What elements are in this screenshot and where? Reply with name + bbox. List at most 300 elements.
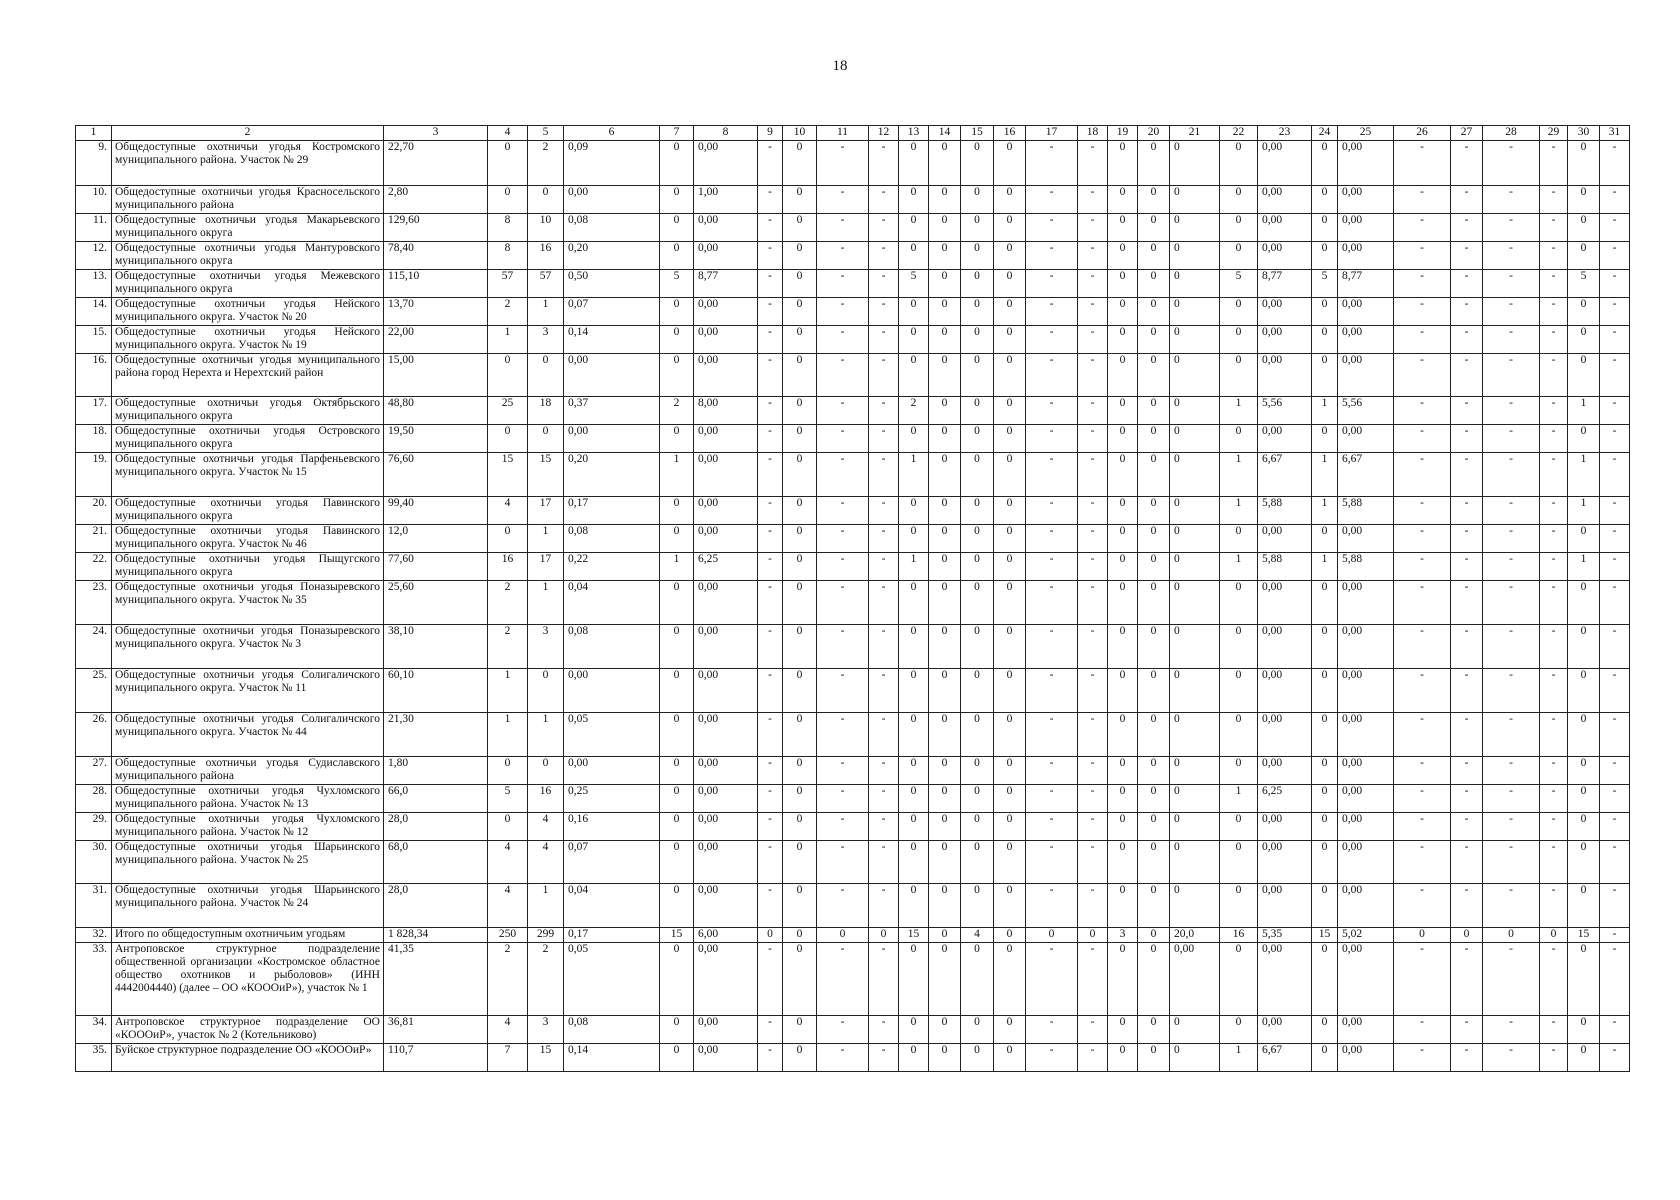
table-cell: 15 [899, 928, 929, 943]
table-cell: 0 [1312, 1044, 1338, 1072]
table-cell: - [1451, 242, 1483, 270]
table-cell: - [1394, 525, 1451, 553]
table-cell: - [1078, 757, 1108, 785]
table-cell: 0,00 [1258, 298, 1312, 326]
table-cell: 2 [660, 397, 694, 425]
table-cell: 5,56 [1258, 397, 1312, 425]
table-cell: 0,20 [564, 453, 660, 497]
table-cell: 0 [783, 757, 817, 785]
table-cell: 0 [961, 757, 994, 785]
table-cell: 0 [528, 669, 564, 713]
table-cell: - [1483, 186, 1540, 214]
table-cell: 0 [1138, 354, 1170, 397]
table-cell: 2 [899, 397, 929, 425]
table-cell: - [1483, 1016, 1540, 1044]
table-cell: - [817, 397, 869, 425]
table-cell: 1 [528, 884, 564, 928]
table-cell: 57 [528, 270, 564, 298]
table-cell: 0 [1170, 669, 1220, 713]
table-cell: - [869, 669, 899, 713]
row-index: 24. [76, 625, 112, 669]
table-cell: 8,77 [1338, 270, 1394, 298]
table-cell: 0,05 [564, 943, 660, 1016]
table-cell: 0 [961, 841, 994, 884]
table-cell: 0 [1170, 813, 1220, 841]
table-cell: 0 [783, 581, 817, 625]
table-cell: 0 [994, 214, 1026, 242]
table-cell: 0,00 [1338, 813, 1394, 841]
table-cell: - [1600, 757, 1630, 785]
table-cell: 0,00 [1258, 841, 1312, 884]
table-cell: 0 [660, 669, 694, 713]
table-cell: 0 [961, 713, 994, 757]
table-cell: - [817, 141, 869, 186]
table-cell: 0,00 [694, 841, 758, 884]
area-value: 129,60 [384, 214, 488, 242]
table-cell: - [1026, 553, 1078, 581]
table-cell: 0 [899, 214, 929, 242]
table-cell: 0 [929, 397, 961, 425]
table-cell: 6,25 [1258, 785, 1312, 813]
area-value: 78,40 [384, 242, 488, 270]
table-cell: 0 [929, 525, 961, 553]
table-cell: - [758, 214, 783, 242]
table-cell: 1 [660, 453, 694, 497]
table-row [76, 425, 1630, 453]
table-cell: 0 [1138, 928, 1170, 943]
hunting-ground-name: Общедоступные охотничьи угодья Павинского муниципального округа. Участок № 46 [112, 525, 384, 553]
table-cell: 0 [1568, 186, 1600, 214]
table-cell: - [758, 425, 783, 453]
table-cell: - [1026, 884, 1078, 928]
table-cell: 0 [758, 928, 783, 943]
table-cell: 0,00 [1258, 525, 1312, 553]
table-cell: - [1483, 453, 1540, 497]
table-row [76, 497, 1630, 525]
table-cell: - [1078, 298, 1108, 326]
table-cell: - [1483, 943, 1540, 1016]
table-cell: 0 [1312, 525, 1338, 553]
column-number-header: 6 [564, 126, 660, 141]
column-number-header: 10 [783, 126, 817, 141]
table-cell: 0 [1138, 884, 1170, 928]
table-cell: 10 [528, 214, 564, 242]
table-cell: 0 [929, 928, 961, 943]
table-cell: - [817, 625, 869, 669]
table-cell: 1 [1568, 453, 1600, 497]
table-cell: - [758, 497, 783, 525]
table-cell: 0 [1170, 625, 1220, 669]
table-cell: 0 [783, 141, 817, 186]
table-cell: - [1600, 453, 1630, 497]
row-index: 23. [76, 581, 112, 625]
table-cell: 0 [899, 713, 929, 757]
table-cell: 16 [488, 553, 528, 581]
table-cell: 6,67 [1258, 1044, 1312, 1072]
table-cell: 0 [528, 757, 564, 785]
table-cell: 0 [1568, 785, 1600, 813]
table-cell: - [1483, 298, 1540, 326]
table-cell: 0 [961, 141, 994, 186]
table-cell: 0 [1312, 242, 1338, 270]
hunting-ground-name: Общедоступные охотничьи угодья Мантуровского муниципального округа [112, 242, 384, 270]
table-cell: 0 [1312, 214, 1338, 242]
table-cell: 15 [1312, 928, 1338, 943]
table-cell: - [869, 242, 899, 270]
column-number-header: 25 [1338, 126, 1394, 141]
table-cell: - [817, 581, 869, 625]
table-cell: 15 [1568, 928, 1600, 943]
table-cell: 8,77 [1258, 270, 1312, 298]
table-cell: - [1540, 397, 1568, 425]
table-cell: - [758, 1044, 783, 1072]
table-cell: 5 [660, 270, 694, 298]
table-cell: - [1078, 943, 1108, 1016]
row-index: 20. [76, 497, 112, 525]
table-cell: 0 [961, 581, 994, 625]
hunting-ground-name: Общедоступные охотничьи угодья Солигаличского муниципального округа. Участок № 44 [112, 713, 384, 757]
table-cell: - [1600, 943, 1630, 1016]
table-cell: 0 [1220, 581, 1258, 625]
table-cell: 0 [1170, 186, 1220, 214]
table-cell: 0 [783, 298, 817, 326]
table-cell: 0,00 [694, 669, 758, 713]
table-cell: - [1451, 841, 1483, 884]
table-cell: - [758, 943, 783, 1016]
table-cell: 0,00 [564, 186, 660, 214]
table-cell: - [1078, 884, 1108, 928]
area-value: 68,0 [384, 841, 488, 884]
table-cell: 0 [1568, 884, 1600, 928]
area-value: 22,00 [384, 326, 488, 354]
table-cell: 0 [1170, 453, 1220, 497]
table-cell: - [1394, 669, 1451, 713]
table-cell: - [1078, 497, 1108, 525]
table-cell: - [1600, 884, 1630, 928]
table-cell: 0 [1170, 270, 1220, 298]
table-cell: 0 [929, 270, 961, 298]
table-cell: - [1600, 841, 1630, 884]
hunting-ground-name: Антроповское структурное подразделение ОО «КОООиР», участок № 2 (Котельниково) [112, 1016, 384, 1044]
table-cell: 0,00 [1338, 625, 1394, 669]
table-row [76, 1016, 1630, 1044]
table-cell: 0 [1312, 425, 1338, 453]
table-cell: 0 [1312, 884, 1338, 928]
table-cell: 0 [1108, 186, 1138, 214]
table-cell: - [817, 757, 869, 785]
table-cell: 0,00 [1258, 884, 1312, 928]
table-cell: 0 [994, 1016, 1026, 1044]
table-cell: - [1540, 425, 1568, 453]
table-cell: - [1026, 242, 1078, 270]
table-cell: 0 [783, 397, 817, 425]
hunting-ground-name: Общедоступные охотничьи угодья Нейского муниципального округа. Участок № 20 [112, 298, 384, 326]
table-cell: - [1078, 326, 1108, 354]
column-number-header: 22 [1220, 126, 1258, 141]
table-cell: 0 [783, 453, 817, 497]
table-cell: 0,00 [1338, 943, 1394, 1016]
table-cell: 0 [660, 242, 694, 270]
table-cell: - [1394, 813, 1451, 841]
table-cell: 0 [783, 553, 817, 581]
table-cell: - [1078, 1016, 1108, 1044]
table-row [76, 625, 1630, 669]
table-cell: 1 [1220, 553, 1258, 581]
table-cell: 0 [1108, 326, 1138, 354]
table-cell: - [1026, 669, 1078, 713]
table-row [76, 928, 1630, 943]
table-cell: 5,56 [1338, 397, 1394, 425]
table-cell: - [869, 425, 899, 453]
table-cell: 0 [961, 497, 994, 525]
table-cell: - [1540, 943, 1568, 1016]
table-cell: - [817, 326, 869, 354]
table-cell: 0,00 [1258, 214, 1312, 242]
table-row [76, 525, 1630, 553]
table-cell: 0 [1108, 525, 1138, 553]
table-cell: 0 [783, 669, 817, 713]
table-cell: 0 [783, 242, 817, 270]
table-cell: 0 [1138, 298, 1170, 326]
table-cell: 0 [899, 757, 929, 785]
table-cell: 0 [994, 669, 1026, 713]
area-value: 41,35 [384, 943, 488, 1016]
table-cell: 0,00 [1258, 669, 1312, 713]
area-value: 115,10 [384, 270, 488, 298]
table-cell: - [817, 841, 869, 884]
table-cell: - [869, 841, 899, 884]
table-cell: 0 [1312, 757, 1338, 785]
area-value: 36,81 [384, 1016, 488, 1044]
table-cell: 5,88 [1338, 497, 1394, 525]
table-cell: 0 [1170, 497, 1220, 525]
table-cell: 0 [1312, 669, 1338, 713]
table-cell: 0 [1312, 813, 1338, 841]
table-cell: - [758, 525, 783, 553]
table-cell: - [1451, 553, 1483, 581]
table-cell: 0 [961, 397, 994, 425]
table-cell: 0 [783, 785, 817, 813]
table-cell: - [869, 757, 899, 785]
table-cell: 0 [961, 214, 994, 242]
table-cell: - [1078, 1044, 1108, 1072]
table-cell: - [1026, 581, 1078, 625]
table-cell: - [1600, 425, 1630, 453]
table-cell: 0 [1568, 713, 1600, 757]
table-cell: 0 [1568, 425, 1600, 453]
table-cell: - [1540, 214, 1568, 242]
area-value: 1 828,34 [384, 928, 488, 943]
table-cell: 0 [1568, 214, 1600, 242]
table-cell: 0 [660, 354, 694, 397]
table-cell: - [1540, 884, 1568, 928]
column-number-header: 29 [1540, 126, 1568, 141]
row-index: 35. [76, 1044, 112, 1072]
table-cell: 0 [783, 625, 817, 669]
table-cell: 0 [488, 354, 528, 397]
table-row [76, 186, 1630, 214]
table-cell: - [1483, 354, 1540, 397]
table-cell: 0 [1220, 525, 1258, 553]
table-row [76, 298, 1630, 326]
table-cell: - [1540, 1016, 1568, 1044]
table-cell: - [869, 625, 899, 669]
table-cell: 0,08 [564, 525, 660, 553]
table-cell: 0 [1108, 425, 1138, 453]
table-cell: 0 [994, 928, 1026, 943]
table-cell: 0 [899, 326, 929, 354]
table-cell: 5,02 [1338, 928, 1394, 943]
table-cell: 0,00 [1338, 1044, 1394, 1072]
table-cell: - [1026, 397, 1078, 425]
hunting-ground-name: Общедоступные охотничьи угодья Шарьинского муниципального района. Участок № 24 [112, 884, 384, 928]
table-cell: 0 [660, 1044, 694, 1072]
table-cell: 0 [994, 813, 1026, 841]
column-number-header: 7 [660, 126, 694, 141]
table-cell: 5 [1312, 270, 1338, 298]
table-cell: - [1026, 497, 1078, 525]
table-cell: - [1600, 242, 1630, 270]
table-cell: 0 [899, 884, 929, 928]
table-cell: - [869, 453, 899, 497]
table-cell: - [1394, 713, 1451, 757]
table-cell: 0 [660, 497, 694, 525]
table-cell: - [869, 525, 899, 553]
table-cell: 0 [528, 354, 564, 397]
table-cell: - [1078, 813, 1108, 841]
row-index: 27. [76, 757, 112, 785]
table-cell: - [1600, 141, 1630, 186]
table-row [76, 713, 1630, 757]
table-cell: 0 [783, 425, 817, 453]
table-cell: 0,00 [694, 1044, 758, 1072]
table-cell: 0,00 [1338, 581, 1394, 625]
table-cell: 0 [1108, 453, 1138, 497]
table-cell: - [1600, 1016, 1630, 1044]
table-cell: - [1600, 813, 1630, 841]
table-cell: 0 [899, 813, 929, 841]
table-cell: 0 [1220, 757, 1258, 785]
table-cell: 0 [1108, 497, 1138, 525]
table-cell: - [1394, 354, 1451, 397]
hunting-ground-name: Общедоступные охотничьи угодья Нейского муниципального округа. Участок № 19 [112, 326, 384, 354]
table-cell: - [1483, 425, 1540, 453]
row-index: 31. [76, 884, 112, 928]
table-cell: 0 [961, 270, 994, 298]
table-cell: 0 [528, 425, 564, 453]
table-cell: 0 [899, 354, 929, 397]
table-cell: 3 [528, 326, 564, 354]
table-row [76, 453, 1630, 497]
table-cell: - [1394, 425, 1451, 453]
table-cell: 4 [528, 841, 564, 884]
table-cell: 0,25 [564, 785, 660, 813]
table-cell: 0 [929, 425, 961, 453]
table-cell: - [1600, 1044, 1630, 1072]
table-cell: 0 [929, 813, 961, 841]
table-cell: 0 [660, 785, 694, 813]
table-cell: 0,00 [1338, 186, 1394, 214]
table-cell: 0,00 [694, 581, 758, 625]
table-cell: 0 [1108, 397, 1138, 425]
table-cell: 0 [929, 713, 961, 757]
table-cell: - [1540, 713, 1568, 757]
table-cell: - [1451, 186, 1483, 214]
table-cell: 3 [528, 1016, 564, 1044]
table-cell: 0 [1568, 943, 1600, 1016]
table-cell: 5,88 [1258, 497, 1312, 525]
table-cell: 0 [899, 1044, 929, 1072]
table-cell: 0,00 [694, 757, 758, 785]
table-cell: - [1600, 625, 1630, 669]
hunting-ground-name: Общедоступные охотничьи угодья Поназыревского муниципального округа. Участок № 35 [112, 581, 384, 625]
table-cell: 0 [961, 186, 994, 214]
table-cell: 0 [783, 525, 817, 553]
column-number-header: 15 [961, 126, 994, 141]
table-cell: - [758, 453, 783, 497]
table-cell: - [1026, 813, 1078, 841]
table-cell: 0 [1138, 713, 1170, 757]
table-cell: 0,00 [1258, 713, 1312, 757]
column-number-header: 20 [1138, 126, 1170, 141]
table-cell: 0,00 [1258, 757, 1312, 785]
table-cell: 0 [1108, 242, 1138, 270]
data-table-container [75, 125, 1630, 1072]
table-cell: 0 [660, 713, 694, 757]
table-cell: - [869, 713, 899, 757]
table-cell: 0,00 [1338, 141, 1394, 186]
table-cell: - [869, 553, 899, 581]
column-number-header: 19 [1108, 126, 1138, 141]
table-cell: 20,0 [1170, 928, 1220, 943]
row-index: 34. [76, 1016, 112, 1044]
table-cell: - [1483, 270, 1540, 298]
table-cell: - [1026, 943, 1078, 1016]
area-value: 99,40 [384, 497, 488, 525]
table-cell: 0 [1568, 525, 1600, 553]
table-cell: - [869, 214, 899, 242]
table-cell: 0 [994, 298, 1026, 326]
table-cell: 6,25 [694, 553, 758, 581]
table-cell: 0 [994, 397, 1026, 425]
table-cell: 1 [488, 713, 528, 757]
table-cell: 250 [488, 928, 528, 943]
table-cell: 0 [1138, 242, 1170, 270]
table-cell: - [1078, 270, 1108, 298]
table-cell: - [1600, 669, 1630, 713]
table-cell: 0 [994, 713, 1026, 757]
area-value: 19,50 [384, 425, 488, 453]
hunting-ground-name: Общедоступные охотничьи угодья муниципального района город Нерехта и Нерехтский район [112, 354, 384, 397]
hunting-ground-name: Общедоступные охотничьи угодья Островского муниципального округа [112, 425, 384, 453]
table-cell: 0 [961, 326, 994, 354]
row-index: 13. [76, 270, 112, 298]
table-cell: 0 [1568, 757, 1600, 785]
table-row [76, 813, 1630, 841]
table-cell: 0,22 [564, 553, 660, 581]
table-cell: 0 [1108, 214, 1138, 242]
table-cell: - [1540, 186, 1568, 214]
table-cell: 0,37 [564, 397, 660, 425]
table-cell: 17 [528, 553, 564, 581]
table-cell: 0,00 [1258, 1016, 1312, 1044]
table-cell: - [1026, 354, 1078, 397]
table-cell: 0,00 [564, 669, 660, 713]
table-cell: - [1600, 525, 1630, 553]
table-cell: 0,14 [564, 1044, 660, 1072]
table-cell: 0 [994, 525, 1026, 553]
table-cell: 0 [1220, 298, 1258, 326]
